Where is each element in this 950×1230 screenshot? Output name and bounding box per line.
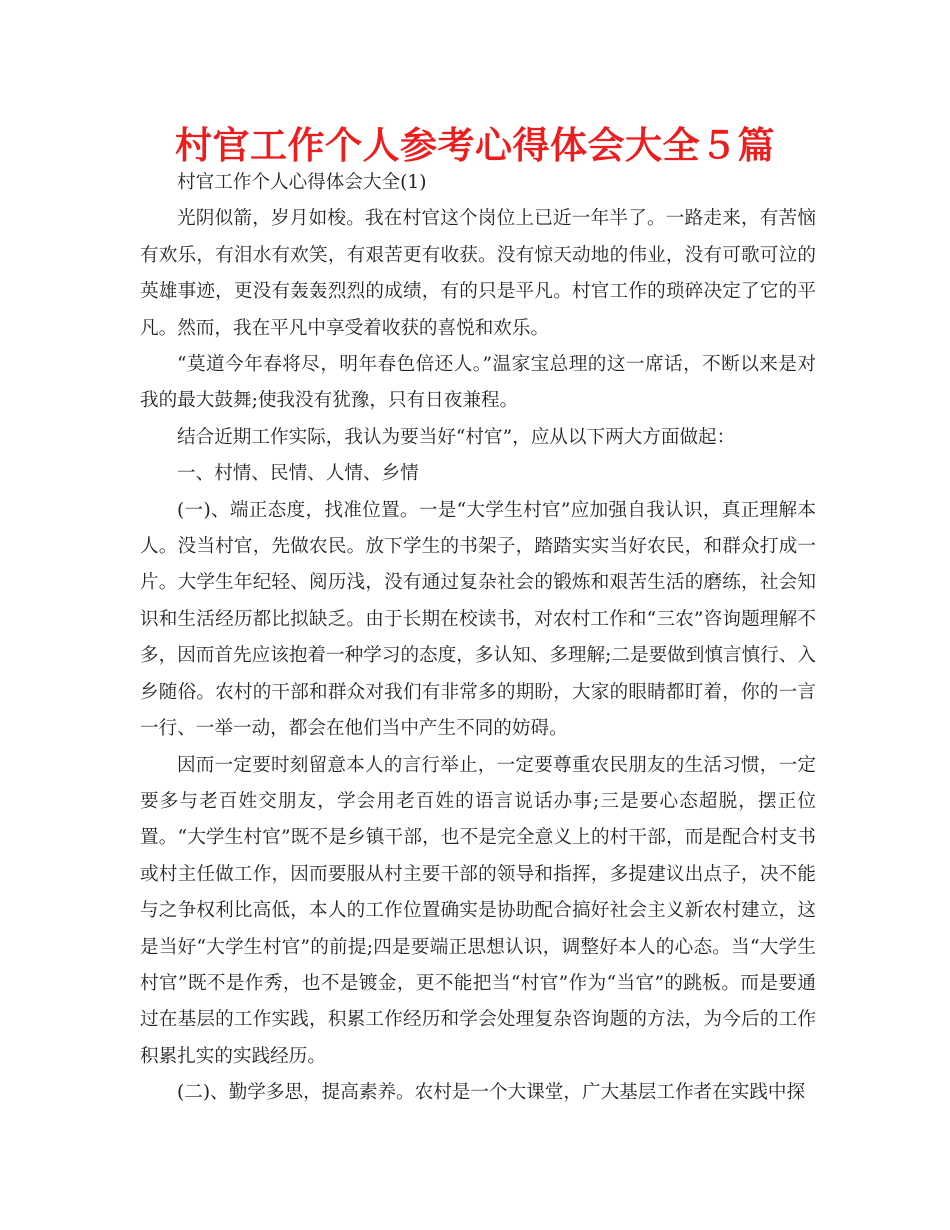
body-paragraph: 因而一定要时刻留意本人的言行举止，一定要尊重农民朋友的生活习惯，一定要多与老百姓交朋友，学会用老百姓的语言说话办事;三是要心态超脱，摆正位置。“大学生村官”既不是乡镇干部，也不是完全意义上的村干部，而是配合村支书或村主任做工作，因而要服从村主要干部的领导和指挥，多提建议出点子，决不能与之争权利比高低，本人的工作位置确实是协助配合搞好社会主义新农村建立，这是当好“大学生村官”的前提;四是要端正思想认识，调整好本人的心态。当“大学生村官”既不是作秀，也不是镀金，更不能把当“村官”作为“当官”的跳板。而是要通过在基层的工作实践，积累工作经历和学会处理复杂咨询题的方法，为今后的工作积累扎实的实践经历。 bbox=[140, 754, 816, 1067]
subtitle-paragraph: 村官工作个人心得体会大全(1) bbox=[177, 172, 427, 193]
body-paragraph: 光阴似箭，岁月如梭。我在村官这个岗位上已近一年半了。一路走来，有苦恼有欢乐，有泪水有欢笑，有艰苦更有收获。没有惊天动地的伟业，没有可歌可泣的英雄事迹，更没有轰轰烈烈的成绩，有的只是平凡。村官工作的琐碎决定了它的平凡。然而，我在平凡中享受着收获的喜悦和欢乐。 bbox=[140, 208, 816, 339]
quote-paragraph: “莫道今年春将尽，明年春色倍还人。”温家宝总理的这一席话，不断以来是对我的最大鼓舞;使我没有犹豫，只有日夜兼程。 bbox=[140, 354, 816, 412]
body-paragraph: (二)、勤学多思，提高素养。农村是一个大课堂，广大基层工作者在实践中探 bbox=[177, 1082, 806, 1104]
section-heading: 一、村情、民情、人情、乡情 bbox=[177, 463, 419, 485]
document-body bbox=[140, 165, 816, 1112]
document-title: 村官工作个人参考心得体会大全５篇 bbox=[175, 124, 775, 167]
body-paragraph: (一)、端正态度，找准位置。一是“大学生村官”应加强自我认识，真正理解本人。没当村官，先做农民。放下学生的书架子，踏踏实实当好农民，和群众打成一片。大学生年纪轻、阅历浅，没有通过复杂社会的锻炼和艰苦生活的磨练，社会知识和生活经历都比拟缺乏。由于长期在校读书，对农村工作和“三农”咨询题理解不多，因而首先应该抱着一种学习的态度，多认知、多理解;二是要做到慎言慎行、入乡随俗。农村的干部和群众对我们有非常多的期盼，大家的眼睛都盯着，你的一言一行、一举一动，都会在他们当中产生不同的妨碍。 bbox=[140, 499, 816, 740]
body-paragraph: 结合近期工作实际，我认为要当好“村官”，应从以下两大方面做起： bbox=[177, 426, 736, 448]
